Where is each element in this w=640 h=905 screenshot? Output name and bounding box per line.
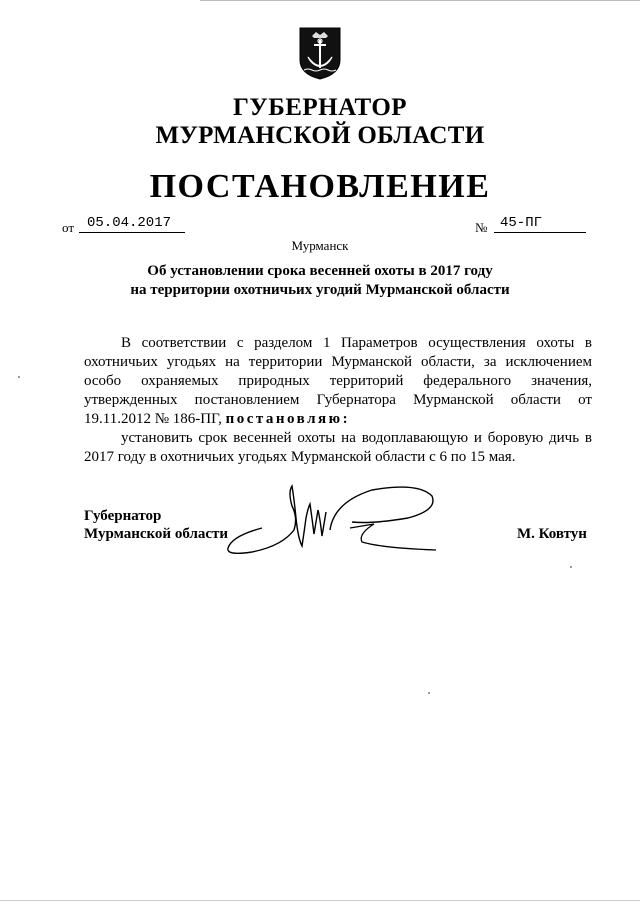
bottom-border-line	[0, 900, 640, 901]
body-line: установить срок весенней охоты на водоплавающую и боровую дичь в	[121, 430, 592, 446]
body-line: В соответствии с разделом 1 Параметров осуществления охоты в	[121, 335, 592, 351]
subject-line1: Об установлении срока весенней охоты в 2017 году	[147, 263, 493, 279]
document-body	[84, 334, 592, 467]
decree-word: постановляю:	[225, 411, 351, 427]
body-line-reference: 19.11.2012 № 186-ПГ,	[84, 411, 222, 427]
body-line: 2017 году в охотничьих угодьях Мурманской области с 6 по 15 мая.	[84, 449, 516, 465]
number-prefix: №	[475, 220, 488, 235]
scan-speck	[428, 692, 430, 694]
date-prefix: от	[62, 220, 75, 235]
body-line-decree	[84, 410, 592, 429]
coat-of-arms-icon	[298, 26, 342, 80]
issuer-title-line2: МУРМАНСКОЙ ОБЛАСТИ	[155, 122, 485, 149]
signatory-role-line2: Мурманской области	[84, 526, 229, 542]
subject-line2: на территории охотничьих угодий Мурманской области	[130, 282, 510, 298]
issuer-title-line1: ГУБЕРНАТОР	[232, 94, 408, 121]
body-line: охотничьих угодьях на территории Мурманской области, за исключением	[84, 354, 592, 370]
handwritten-signature	[222, 478, 442, 568]
document-date: 05.04.2017	[79, 215, 185, 233]
city-name: Мурманск	[291, 238, 349, 253]
signatory-role-line1: Губернатор	[84, 508, 162, 524]
document-number: 45-ПГ	[494, 215, 586, 233]
signatory-name: М. Ковтун	[517, 526, 587, 542]
body-line: особо охраняемых природных территорий федерального значения,	[84, 373, 592, 389]
top-border-line	[200, 0, 640, 1]
scan-speck	[18, 376, 20, 378]
document-type-heading: ПОСТАНОВЛЕНИЕ	[149, 168, 491, 205]
body-line: утвержденных постановлением Губернатора Мурманской области от	[84, 392, 592, 408]
scan-speck	[570, 566, 572, 568]
